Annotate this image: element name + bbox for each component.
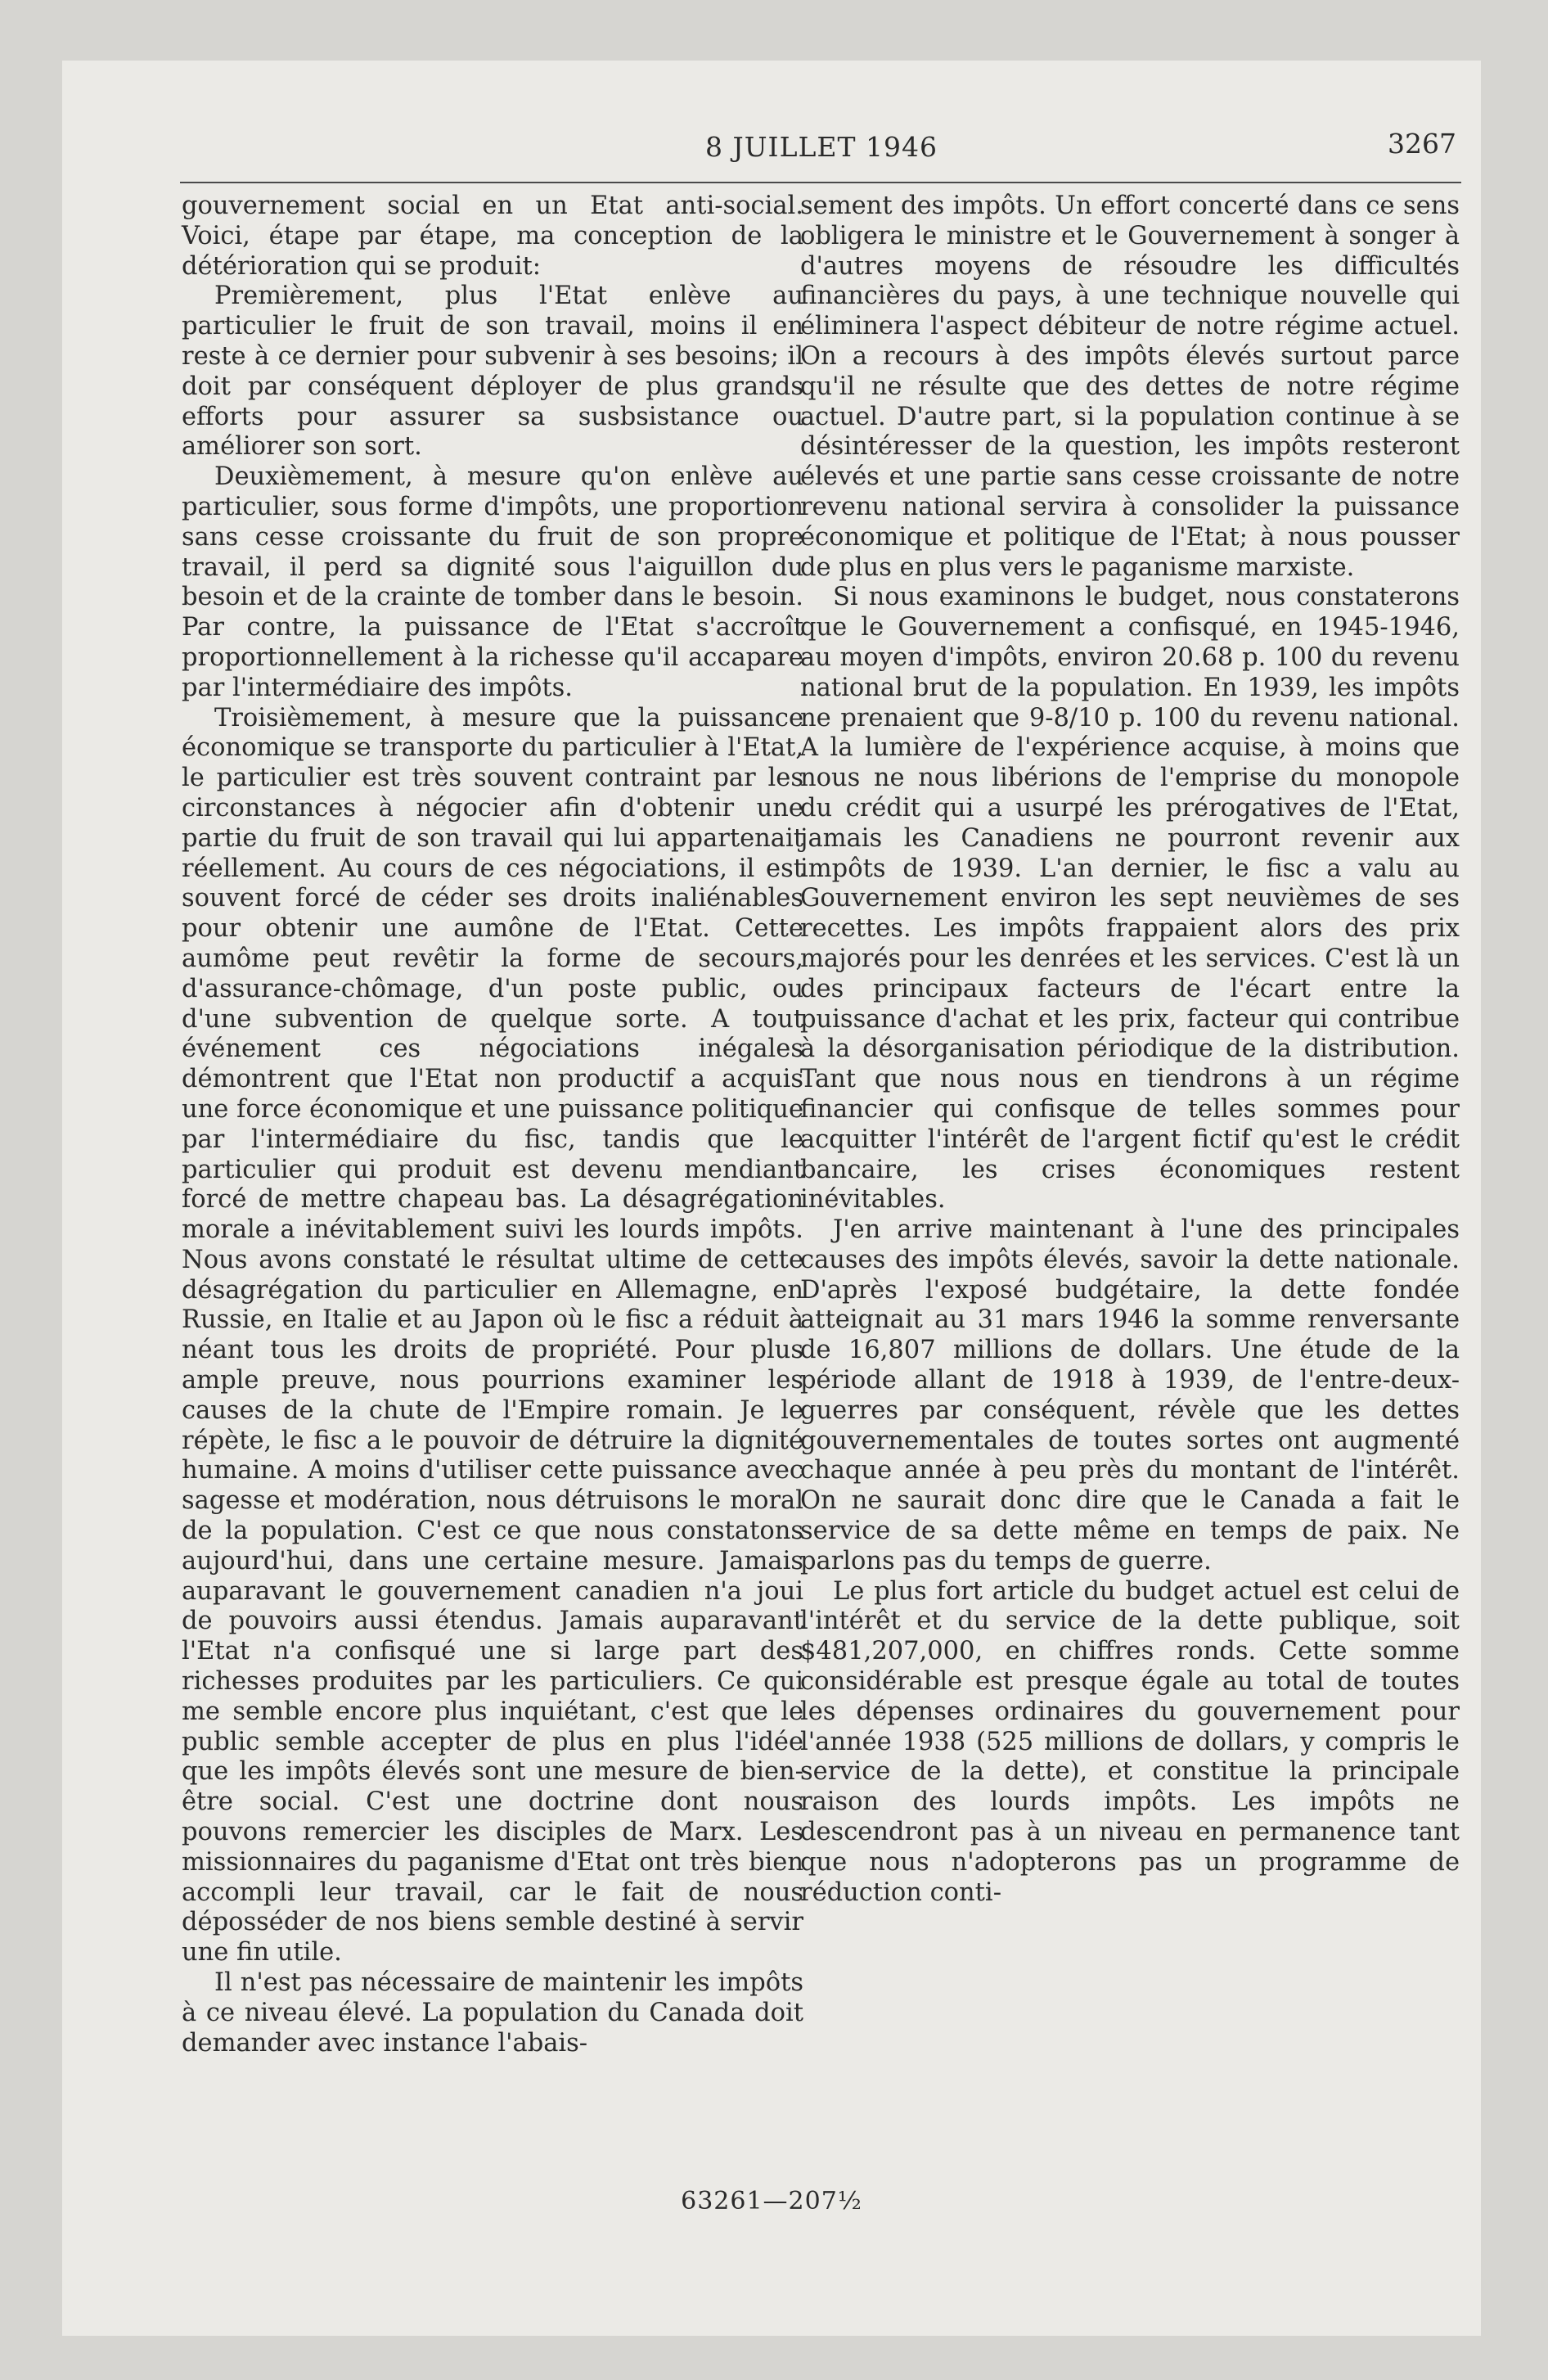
paragraph: Il n'est pas nécessaire de maintenir les impôts à ce niveau élevé. La population du Canada doit demander avec instance l'abais- <box>182 1968 803 2058</box>
printer-signature: 63261—207½ <box>681 2187 862 2215</box>
paragraph: Deuxièmement, à mesure qu'on enlève au particulier, sous forme d'impôts, une proportion sans cesse croissante du fruit de son propre travail, il perd sa dignité sous l'aiguillon du besoin et de la crainte de tomber dans le besoin. Par contre, la puissance de l'Etat s'accroît proportionnellement à la richesse qu'il accapare par l'intermédiaire des impôts. <box>182 462 803 702</box>
page-header <box>180 128 1463 177</box>
paragraph: Le plus fort article du budget actuel est celui de l'intérêt et du service de la dette publique, soit $481,207,000, en chiffres ronds. Cette somme considérable est presque égale au total de toutes les dépenses ordinaires du gouvernement pour l'année 1938 (525 millions de dollars, y compris le service de la dette), et constitue la principale raison des lourds impôts. Les impôts ne descendront pas à un niveau en permanence tant que nous n'adopterons pas un programme de réduction conti- <box>800 1576 1460 1907</box>
page-number: 3267 <box>1388 128 1456 160</box>
paragraph: sement des impôts. Un effort concerté dans ce sens obligera le ministre et le Gouvernement à songer à d'autres moyens de résoudre les difficultés financières du pays, à une technique nouvelle qui éliminera l'aspect débiteur de notre régime actuel. On a recours à des impôts élevés surtout parce qu'il ne résulte que des dettes de notre régime actuel. D'autre part, si la population continue à se désintéresser de la question, les impôts resteront élevés et une partie sans cesse croissante de notre revenu national servira à consolider la puissance économique et politique de l'Etat; à nous pousser de plus en plus vers le paganisme marxiste. <box>800 192 1460 582</box>
right-column <box>800 192 1460 1908</box>
left-column <box>182 192 803 2058</box>
paragraph: Premièrement, plus l'Etat enlève au particulier le fruit de son travail, moins il en reste à ce dernier pour subvenir à ses besoins; il doit par conséquent déployer de plus grands efforts pour assurer sa susbsistance ou améliorer son sort. <box>182 282 803 462</box>
paragraph: gouvernement social en un Etat anti-social. Voici, étape par étape, ma conception de la détérioration qui se produit: <box>182 192 803 281</box>
header-date: 8 JUILLET 1946 <box>705 131 938 163</box>
paragraph: J'en arrive maintenant à l'une des principales causes des impôts élevés, savoir la dette nationale. D'après l'exposé budgétaire, la dette fondée atteignait au 31 mars 1946 la somme renversante de 16,807 millions de dollars. Une étude de la période allant de 1918 à 1939, de l'entre-deux-guerres par conséquent, révèle que les dettes gouvernementales de toutes sortes ont augmenté chaque année à peu près du montant de l'intérêt. On ne saurait donc dire que le Canada a fait le service de sa dette même en temps de paix. Ne parlons pas du temps de guerre. <box>800 1215 1460 1575</box>
header-rule <box>180 182 1461 183</box>
document-page <box>62 61 1481 2336</box>
paragraph: Si nous examinons le budget, nous constaterons que le Gouvernement a confisqué, en 1945-1946, au moyen d'impôts, environ 20.68 p. 100 du revenu national brut de la population. En 1939, les impôts ne prenaient que 9-8/10 p. 100 du revenu national. A la lumière de l'expérience acquise, à moins que nous ne nous libérions de l'emprise du monopole du crédit qui a usurpé les prérogatives de l'Etat, jamais les Canadiens ne pourront revenir aux impôts de 1939. L'an dernier, le fisc a valu au Gouvernement environ les sept neuvièmes de ses recettes. Les impôts frappaient alors des prix majorés pour les denrées et les services. C'est là un des principaux facteurs de l'écart entre la puissance d'achat et les prix, facteur qui contribue à la désorganisation périodique de la distribution. Tant que nous nous en tiendrons à un régime financier qui confisque de telles sommes pour acquitter l'intérêt de l'argent fictif qu'est le crédit bancaire, les crises économiques restent inévitables. <box>800 583 1460 1215</box>
paragraph: Troisièmement, à mesure que la puissance économique se transporte du particulier à l'Etat, le particulier est très souvent contraint par les circonstances à négocier afin d'obtenir une partie du fruit de son travail qui lui appartenait réellement. Au cours de ces négociations, il est souvent forcé de céder ses droits inaliénables pour obtenir une aumône de l'Etat. Cette aumôme peut revêtir la forme de secours, d'assurance-chômage, d'un poste public, ou d'une subvention de quelque sorte. A tout événement ces négociations inégales démontrent que l'Etat non productif a acquis une force économique et une puissance politique par l'intermédiaire du fisc, tandis que le particulier qui produit est devenu mendiant forcé de mettre chapeau bas. La désagrégation morale a inévitablement suivi les lourds impôts. Nous avons constaté le résultat ultime de cette désagrégation du particulier en Allemagne, en Russie, en Italie et au Japon où le fisc a réduit à néant tous les droits de propriété. Pour plus ample preuve, nous pourrions examiner les causes de la chute de l'Empire romain. Je le répète, le fisc a le pouvoir de détruire la dignité humaine. A moins d'utiliser cette puissance avec sagesse et modération, nous détruisons le moral de la population. C'est ce que nous constatons aujourd'hui, dans une certaine mesure. Jamais auparavant le gouvernement canadien n'a joui de pouvoirs aussi étendus. Jamais auparavant l'Etat n'a confisqué une si large part des richesses produites par les particuliers. Ce qui me semble encore plus inquiétant, c'est que le public semble accepter de plus en plus l'idée que les impôts élevés sont une mesure de bien-être social. C'est une doctrine dont nous pouvons remercier les disciples de Marx. Les missionnaires du paganisme d'Etat ont très bien accompli leur travail, car le fait de nous déposséder de nos biens semble destiné à servir une fin utile. <box>182 703 803 1968</box>
